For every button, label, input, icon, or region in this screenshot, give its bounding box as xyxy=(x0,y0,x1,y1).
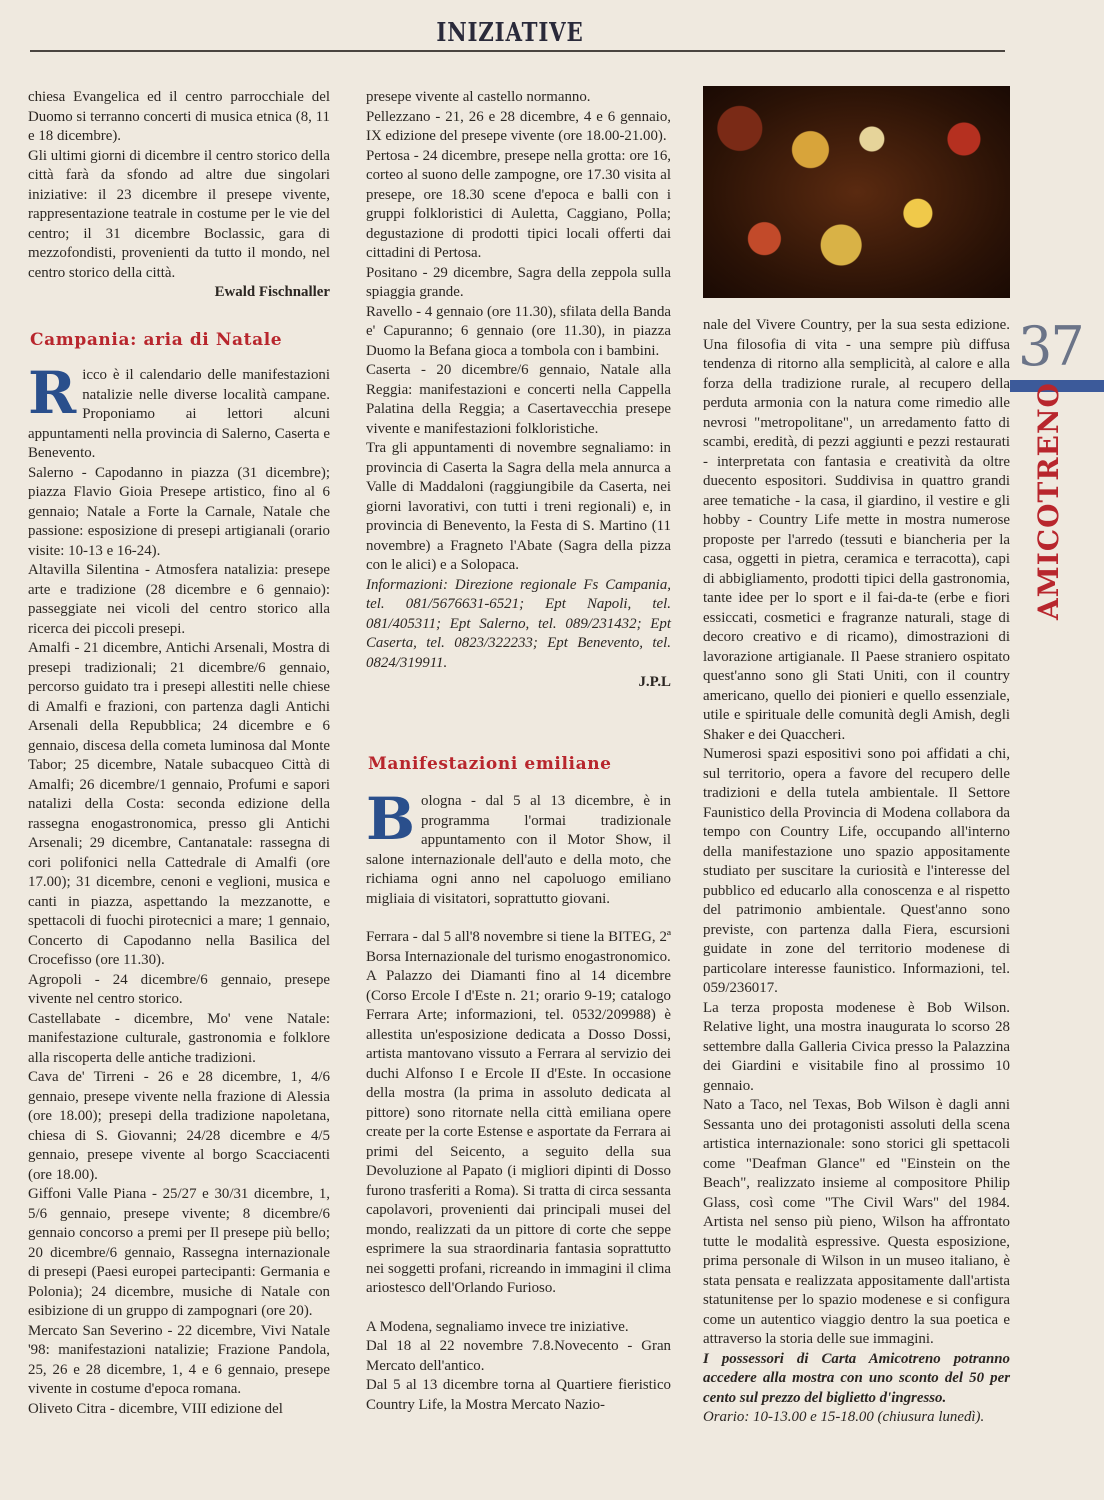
column-1-campania xyxy=(28,359,330,1419)
info-paragraph: Informazioni: Direzione regionale Fs Campania, tel. 081/5676631-6521; Ept Napoli, tel. 081/405311; Ept Salerno, tel. 089/231432; Ept Caserta, tel. 0823/322233; Ept Benevento, tel. 0824/319911. xyxy=(366,576,671,671)
header-rule xyxy=(30,50,1005,52)
dropcap: R xyxy=(28,359,77,427)
event-positano: Positano - 29 dicembre, Sagra della zeppola sulla spiaggia grande. xyxy=(366,264,671,300)
paragraph: La terza proposta modenese è Bob Wilson. Relative light, una mostra inaugurata lo scorso 28 settembre dalla Galleria Civica presso la Palazzina dei Giardini e visitabile fino al prossimo 10 gennaio. xyxy=(703,999,1010,1094)
column-2-emilia xyxy=(366,785,671,1415)
paragraph: Nato a Taco, nel Texas, Bob Wilson è dagli anni Sessanta uno dei protagonisti assoluti della scena artistica internazionale: sono storici gli spettacoli come "Deafman Glance" ed "Einstein on the Beach", realizzato insieme al compositore Philip Glass, così come "The Civil Wars" del 1984. Artista nel senso più pieno, Wilson ha affrontato tutte le modalità espressive. Questa esposizione, prima personale di Wilson in un museo italiano, è stata pensata e realizzata appositamente dall'artista statunitense per lo spazio modenese e si configura come un autentico viaggio dentro la sua poetica e attraverso la storia delle sue immagini. xyxy=(703,1097,1010,1347)
event-oliveto: Oliveto Citra - dicembre, VIII edizione del xyxy=(28,1400,283,1417)
paragraph-modena: A Modena, segnaliamo invece tre iniziative. xyxy=(366,1318,629,1335)
event-amalfi: Amalfi - 21 dicembre, Antichi Arsenali, Mostra di presepi tradizionali; 21 dicembre/6 gennaio, percorso guidato tra i presepi allestiti nelle chiese di Amalfi e frazioni, con partenza dagli Antichi Arsenali della Repubblica; 24 dicembre e 6 gennaio, discesa della cometa luminosa dal Monte Tabor; 25 dicembre, Natale subacqueo Città di Amalfi; 26 dicembre/1 gennaio, Profumi e sapori natalizi della Costa: seconda edizione della rassegna enogastronomica, presso gli Antichi Arsenali; 29 dicembre, Cantanatale: rassegna di cori polifonici nella Cattedrale di Amalfi (ore 17.00); 31 dicembre, cenoni e veglioni, musica e canti in piazza, aspettando la mezzanotte, e spettacoli di fuochi pirotecnici a mare; 1 gennaio, Concerto di Capodanno nella Basilica del Crocefisso (ore 11.30). xyxy=(28,640,330,968)
event-country: Dal 5 al 13 dicembre torna al Quartiere fieristico Country Life, la Mostra Mercato Nazio- xyxy=(366,1377,671,1413)
event-altavilla: Altavilla Silentina - Atmosfera natalizia: presepe arte e tradizione (28 dicembre e 6 gennaio): passeggiate nei vicoli del centro storico alla ricerca dei piccoli presepi. xyxy=(28,562,330,637)
paragraph: nale del Vivere Country, per la sua sesta edizione. Una filosofia di vita - una sempre più diffusa tendenza di ritorno alla semplicità, al calore e alla forza della tradizione rurale, al recupero della perduta armonia con la natura come rimedio alle nevrosi "metropolitane", un arredamento fatto di scambi, eredità, di pezzi aggiunti e pezzi restaurati - interpretata con fantasia e creatività da oltre duecento espositori. Suddivisa in quattro grandi aree tematiche - la casa, il giardino, il vestire e gli hobby - Country Life mette in mostra numerose proposte per l'arredo (tessuti e biancheria per la casa, oggetti in pietra, ceramica e terracotta), capi di abbigliamento, prodotti tipici della gastronomia, tante idee per lo sport e il fai-da-te (erbe e fiori essiccati, cosmetici e fragranze naturali, stage di decoro creativo e di ricamo), dimostrazioni di lavorazione artigianale. Il Paese straniero ospitato quest'anno sono gli Stati Uniti, con il country americano, quello dei pionieri e quello essenziale, utile e spirituale delle comunità degli Amish, degli Shaker e dei Quaccheri. xyxy=(703,317,1010,743)
page-number: 37 xyxy=(1018,315,1083,378)
event-caserta: Caserta - 20 dicembre/6 gennaio, Natale alla Reggia: manifestazioni e concerti nella Cappella Palatina della Reggia; a Casertavecchia presepe vivente e manifestazioni folkloristiche. xyxy=(366,362,671,437)
event-cava: Cava de' Tirreni - 26 e 28 dicembre, 1, 4/6 gennaio, presepe vivente nella frazione di Alessia (ore 18.00); presepi della tradizione napoletana, chiesa di S. Giovanni; 24/28 dicembre e 4/5 gennaio, presepe vivente al borgo Scacciacenti (ore 18.00). xyxy=(28,1069,330,1183)
magazine-name: AMICOTRENO xyxy=(1032,382,1065,620)
paragraph: chiesa Evangelica ed il centro parrocchiale del Duomo si terranno concerti di musica etnica (8, 11 e 18 dicembre). xyxy=(28,89,330,144)
article-title-emilia: Manifestazioni emiliane xyxy=(368,754,612,774)
event-castellabate: Castellabate - dicembre, Mo' vene Natale: manifestazione culturale, gastronomia e folklore alla riscoperta delle antiche tradizioni. xyxy=(28,1010,330,1066)
opening-hours: Orario: 10-13.00 e 15-18.00 (chiusura lunedì). xyxy=(703,1409,985,1425)
discount-note: I possessori di Carta Amicotreno potranno accedere alla mostra con uno sconto del 50 per cento sul prezzo del biglietto d'ingresso. xyxy=(703,1350,1010,1406)
column-3 xyxy=(703,316,1010,1428)
christmas-ornaments-photo xyxy=(703,86,1010,298)
paragraph: presepe vivente al castello normanno. xyxy=(366,89,591,105)
event-bologna: Bologna - dal 5 al 13 dicembre, è in programma l'ormai tradizionale appuntamento con il Motor Show, il salone internazionale dell'auto e della moto, che richiama ogni anno nel capoluogo emiliano migliaia di visitatori, soprattutto giovani. xyxy=(366,785,671,907)
author-signature: Ewald Fischnaller xyxy=(214,284,330,300)
event-agropoli: Agropoli - 24 dicembre/6 gennaio, presepe vivente nel centro storico. xyxy=(28,971,330,1007)
event-pellezzano: Pellezzano - 21, 26 e 28 dicembre, 4 e 6 gennaio, IX edizione del presepe vivente (ore 18.00-21.00). xyxy=(366,108,671,144)
event-novecento: Dal 18 al 22 novembre 7.8.Novecento - Gran Mercato dell'antico. xyxy=(366,1338,671,1374)
author-signature: J.P.L xyxy=(638,674,671,690)
paragraph: Gli ultimi giorni di dicembre il centro storico della città farà da sfondo ad altre due singolari iniziative: il 23 dicembre il presepe vivente, rappresentazione teatrale in costume per le vie del centro; il 31 dicembre Boclassic, gara di mezzofondisti, provenienti da tutto il mondo, nel centro storico della città. xyxy=(28,147,330,281)
event-ravello: Ravello - 4 gennaio (ore 11.30), sfilata della Banda e' Capuranno; 6 gennaio (ore 11.30), in piazza Duomo la Befana gioca a tombola con i bambini. xyxy=(366,303,671,359)
paragraph: Numerosi spazi espositivi sono poi affidati a chi, sul territorio, opera a favore del recupero delle tradizioni e della tutela ambientale. Il Settore Faunistico della Provincia di Modena collabora da tempo con Country Life, occupando all'interno della manifestazione uno spazio appositamente studiato per suscitare la curiosità e l'interesse del pubblico ed educarlo alla conoscenza e al rispetto del patrimonio ambientale. Quest'anno sono previste, con partenza dalla Fiera, escursioni guidate in zone del territorio modenese di particolare interesse faunistico. Informazioni, tel. 059/236017. xyxy=(703,746,1010,996)
event-ferrara: Ferrara - dal 5 all'8 novembre si tiene la BITEG, 2ª Borsa Internazionale del turismo enogastronomico. xyxy=(366,929,671,965)
column-1-top xyxy=(28,88,330,303)
article-title-campania: Campania: aria di Natale xyxy=(30,330,283,350)
column-2-top xyxy=(366,88,671,693)
event-diamanti: A Palazzo dei Diamanti fino al 14 dicembre (Corso Ercole I d'Este n. 21; orario 9-19; catalogo Ferrara Arte; informazioni, tel. 0532/209988) è allestita un'esposizione dedicata a Dosso Dossi, artista mantovano vissuto a Ferrara al servizio dei duchi Alfonso I e Ercole II d'Este. In occasione della mostra (la prima in assoluto dedicata al pittore) sono ritornate nella città emiliana opere create per la corte Estense e asportate da Ferrara ai primi del Seicento, a seguito della sua Devoluzione al Papato (i migliori dipinti di Dosso furono trasferiti a Roma). Si tratta di circa sessanta capolavori, provenienti dai principali musei del mondo, realizzati da un pittore di corte che seppe esprimere la sua straordinaria fantasia soprattutto nei soggetti profani, ricreando in immagini il clima ariostesco dell'Orlando Furioso. xyxy=(366,968,671,1296)
section-title: INIZIATIVE xyxy=(436,18,584,48)
paragraph-novembre: Tra gli appuntamenti di novembre segnaliamo: in provincia di Caserta la Sagra della mela annurca a Valle di Maddaloni (raggiungibile da Caserta, nei giorni lavorativi, con tutti i treni regionali) e, in provincia di Benevento, la Festa di S. Martino (11 novembre) a Fragneto l'Abate (Sagra della pizza con le alici) e a Solopaca. xyxy=(366,440,671,573)
dropcap: B xyxy=(366,785,416,853)
event-mercato: Mercato San Severino - 22 dicembre, Vivi Natale '98: manifestazioni natalizie; Frazione Pandola, 25, 26 e 28 dicembre, 1, 4 e 6 gennaio, presepe vivente in costume d'epoca romana. xyxy=(28,1322,330,1397)
event-pertosa: Pertosa - 24 dicembre, presepe nella grotta: ore 16, corteo al suono delle zampogne, ore 17.30 visita al presepe, ore 18.30 scene d'epoca e balli con i gruppi folkloristici di Auletta, Caggiano, Polla; degustazione di prodotti tipici locali offerti dai cittadini di Pertosa. xyxy=(366,147,671,261)
event-salerno: Salerno - Capodanno in piazza (31 dicembre); piazza Flavio Gioia Presepe artistico, fino al 6 gennaio; Natale a Forte la Carnale, Natale che passione: esposizione di presepi artigianali (orario visite: 10-13 e 16-24). xyxy=(28,464,330,559)
intro-paragraph: Ricco è il calendario delle manifestazioni natalizie nelle diverse località campane. Proponiamo ai lettori alcuni appuntamenti nella provincia di Salerno, Caserta e Benevento. xyxy=(28,359,330,461)
event-giffoni: Giffoni Valle Piana - 25/27 e 30/31 dicembre, 1, 5/6 gennaio, presepe vivente; 8 dicembre/6 gennaio concorso a premi per Il presepe più bello; 20 dicembre/6 gennaio, Rassegna internazionale di presepi (Paesi europei partecipanti: Germania e Polonia); 24 dicembre, musiche di Natale con esibizione di un gruppo di zampognari (ore 20). xyxy=(28,1186,330,1319)
